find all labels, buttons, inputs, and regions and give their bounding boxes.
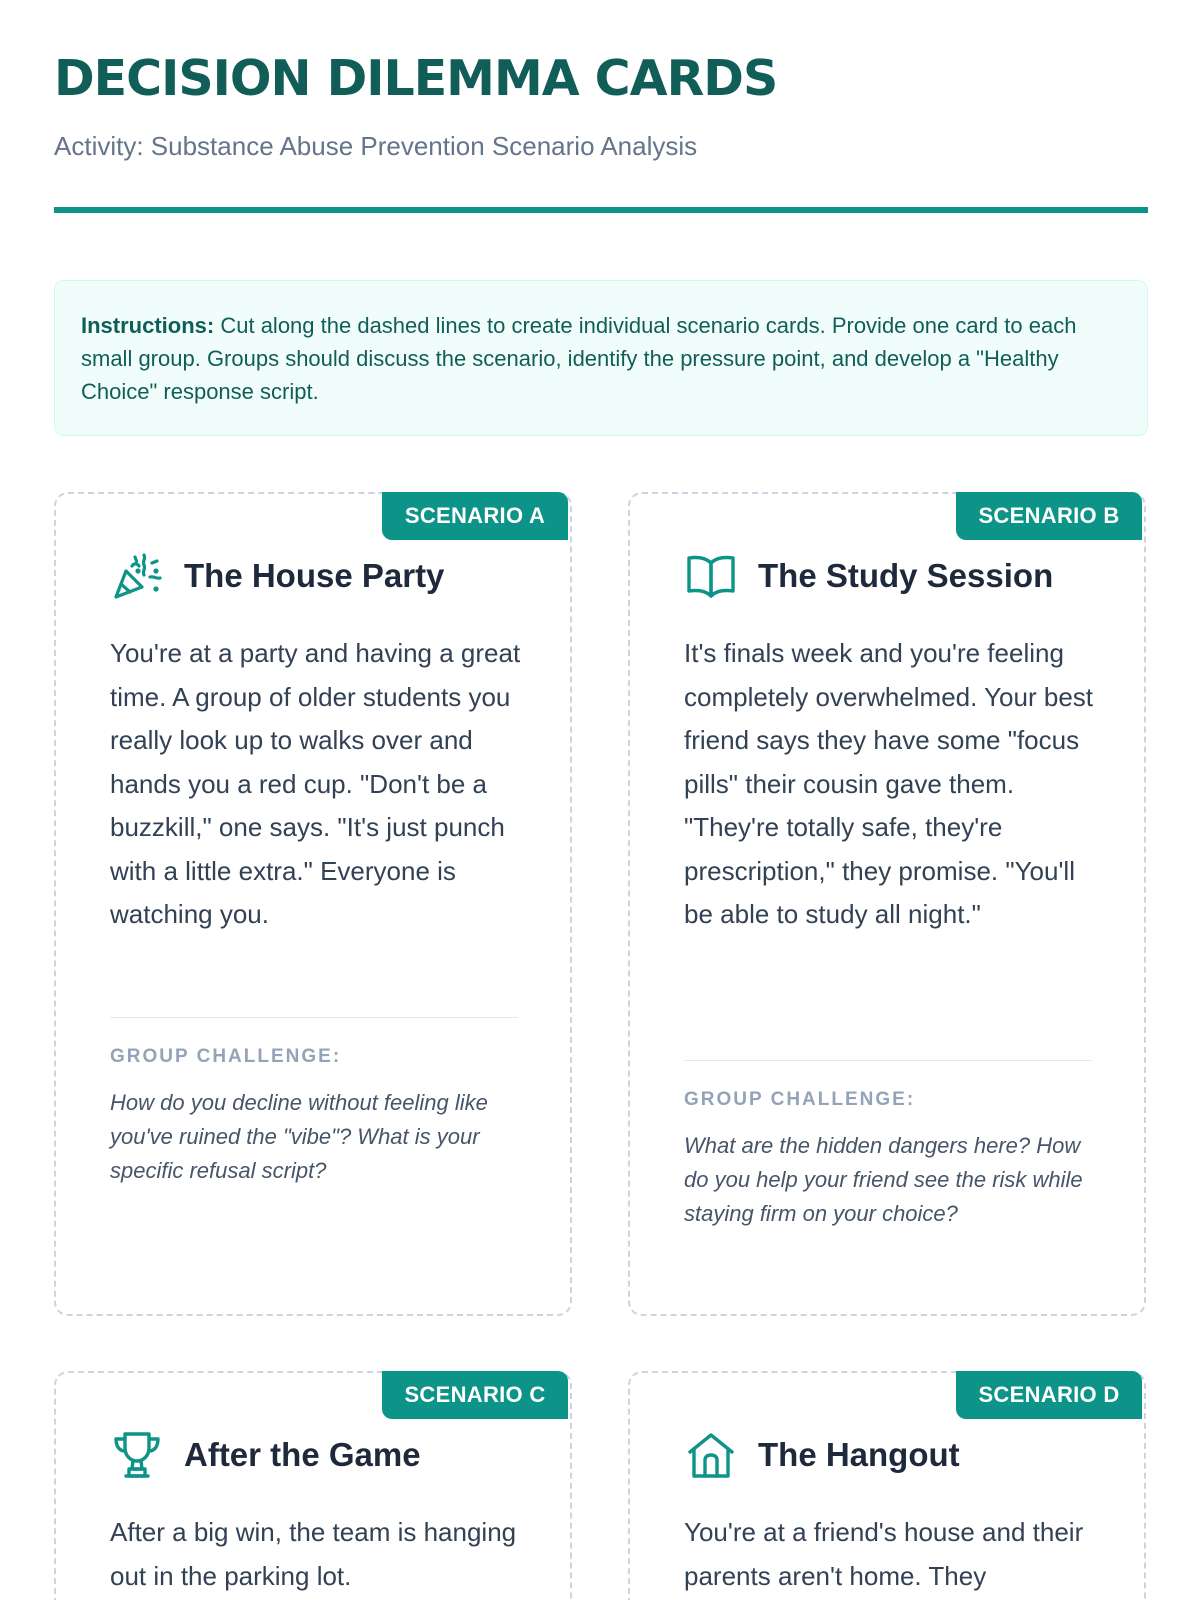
scenario-badge: SCENARIO D: [956, 1371, 1142, 1419]
scenario-card-c: [54, 1371, 572, 1600]
scenario-badge: SCENARIO C: [382, 1371, 568, 1419]
header-divider: [54, 207, 1148, 213]
house-icon: [684, 1428, 738, 1482]
challenge-label: GROUP CHALLENGE:: [684, 1089, 916, 1110]
instructions-label: Instructions:: [81, 313, 215, 338]
challenge-text: How do you decline without feeling like you've ruined the "vibe"? What is your specific refusal script?: [110, 1090, 488, 1183]
card-divider: [684, 1060, 1092, 1061]
card-body: It's finals week and you're feeling completely overwhelmed. Your best friend says they have some "focus pills" their cousin gave them. "They're totally safe, they're prescription," they promise. "You'll be able to study all night.": [684, 638, 1094, 929]
challenge-label: GROUP CHALLENGE:: [110, 1046, 342, 1067]
page-title: DECISION DILEMMA CARDS: [54, 50, 778, 107]
card-header: [110, 548, 550, 604]
scenario-badge: SCENARIO B: [956, 492, 1142, 540]
worksheet-page: [54, 0, 1148, 1600]
challenge-text: What are the hidden dangers here? How do you help your friend see the risk while staying firm on your choice?: [684, 1133, 1083, 1226]
card-title: After the Game: [184, 1436, 421, 1473]
party-popper-icon: [110, 549, 164, 603]
page-subtitle: Activity: Substance Abuse Prevention Scenario Analysis: [54, 131, 698, 161]
card-body: You're at a friend's house and their parents aren't home. They: [684, 1517, 1084, 1591]
card-title: The Study Session: [758, 557, 1054, 594]
card-body: After a big win, the team is hanging out in the parking lot.: [110, 1517, 517, 1591]
scenario-badge: SCENARIO A: [382, 492, 568, 540]
scenario-card-d: [628, 1371, 1146, 1600]
scenario-card-a: [54, 492, 572, 1316]
card-title: The Hangout: [758, 1436, 960, 1473]
card-header: [684, 1427, 1124, 1483]
card-header: [110, 1427, 550, 1483]
instructions-text: Cut along the dashed lines to create individual scenario cards. Provide one card to each small group. Groups should discuss the scenario, identify the pressure point, and develop a "Healthy Choice" response script.: [81, 313, 1077, 404]
card-header: [684, 548, 1124, 604]
scenario-card-b: [628, 492, 1146, 1316]
open-book-icon: [684, 549, 738, 603]
instructions-box: [54, 280, 1148, 436]
card-body: You're at a party and having a great time. A group of older students you really look up to walks over and hands you a red cup. "Don't be a buzzkill," one says. "It's just punch with a little extra." Everyone is watching you.: [110, 638, 521, 929]
trophy-icon: [110, 1428, 164, 1482]
card-divider: [110, 1017, 518, 1018]
card-title: The House Party: [184, 557, 445, 594]
